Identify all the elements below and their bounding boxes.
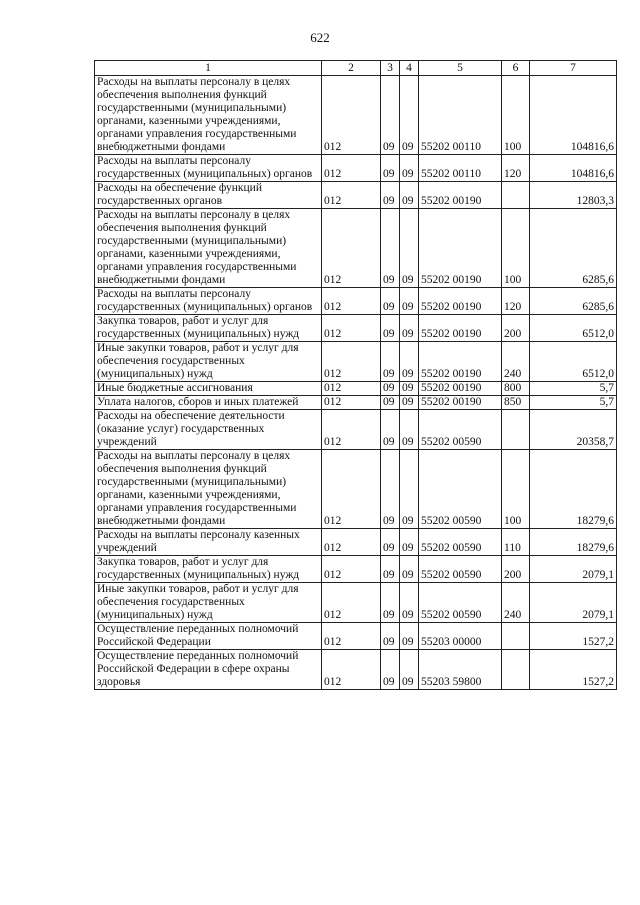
row-admin-code: 012 — [322, 410, 381, 450]
row-subsection: 09 — [400, 583, 419, 623]
row-section: 09 — [381, 182, 400, 209]
row-article: 55202 00110 — [419, 155, 502, 182]
page-number: 622 — [310, 30, 330, 45]
row-expense-type: 200 — [502, 315, 530, 342]
row-article: 55202 00590 — [419, 583, 502, 623]
row-name: Закупка товаров, работ и услуг для государственных (муниципальных) нужд — [95, 556, 322, 583]
row-section: 09 — [381, 529, 400, 556]
row-amount: 2079,1 — [530, 583, 617, 623]
row-subsection: 09 — [400, 410, 419, 450]
row-section: 09 — [381, 288, 400, 315]
row-name: Иные закупки товаров, работ и услуг для обеспечения государственных (муниципальных) нужд — [95, 583, 322, 623]
table-row — [95, 76, 617, 155]
row-name: Расходы на обеспечение деятельности (оказание услуг) государственных учреждений — [95, 410, 322, 450]
row-section: 09 — [381, 315, 400, 342]
row-section: 09 — [381, 382, 400, 396]
row-amount: 12803,3 — [530, 182, 617, 209]
row-amount: 6285,6 — [530, 288, 617, 315]
table-row — [95, 155, 617, 182]
row-amount: 6512,0 — [530, 315, 617, 342]
row-subsection: 09 — [400, 76, 419, 155]
header-col-1: 1 — [95, 61, 322, 76]
row-subsection: 09 — [400, 382, 419, 396]
row-admin-code: 012 — [322, 529, 381, 556]
row-admin-code: 012 — [322, 650, 381, 690]
row-amount: 20358,7 — [530, 410, 617, 450]
row-admin-code: 012 — [322, 583, 381, 623]
row-subsection: 09 — [400, 556, 419, 583]
header-col-7: 7 — [530, 61, 617, 76]
row-expense-type: 240 — [502, 342, 530, 382]
row-admin-code: 012 — [322, 556, 381, 583]
row-admin-code: 012 — [322, 315, 381, 342]
row-name: Расходы на выплаты персоналу в целях обеспечения выполнения функций государственными (муниципальными) органами, казенными учреждениями, органами управления государственными внебюджетными фондами — [95, 450, 322, 529]
row-subsection: 09 — [400, 450, 419, 529]
row-expense-type: 100 — [502, 209, 530, 288]
row-expense-type: 110 — [502, 529, 530, 556]
row-admin-code: 012 — [322, 623, 381, 650]
row-article: 55202 00590 — [419, 410, 502, 450]
row-expense-type — [502, 650, 530, 690]
row-amount: 1527,2 — [530, 623, 617, 650]
row-section: 09 — [381, 342, 400, 382]
row-subsection: 09 — [400, 209, 419, 288]
row-article: 55202 00590 — [419, 529, 502, 556]
row-name: Закупка товаров, работ и услуг для государственных (муниципальных) нужд — [95, 315, 322, 342]
row-name: Расходы на выплаты персоналу в целях обеспечения выполнения функций государственными (муниципальными) органами, казенными учреждениями, органами управления государственными внебюджетными фондами — [95, 76, 322, 155]
table-row — [95, 382, 617, 396]
table-row — [95, 396, 617, 410]
row-article: 55202 00590 — [419, 450, 502, 529]
header-row — [95, 61, 617, 76]
row-subsection: 09 — [400, 288, 419, 315]
row-name: Расходы на обеспечение функций государственных органов — [95, 182, 322, 209]
row-subsection: 09 — [400, 623, 419, 650]
row-name: Осуществление переданных полномочий Российской Федерации в сфере охраны здоровья — [95, 650, 322, 690]
row-section: 09 — [381, 155, 400, 182]
row-expense-type: 120 — [502, 288, 530, 315]
row-article: 55202 00110 — [419, 76, 502, 155]
row-section: 09 — [381, 556, 400, 583]
table-body — [95, 76, 617, 690]
row-article: 55202 00190 — [419, 342, 502, 382]
header-col-6: 6 — [502, 61, 530, 76]
row-expense-type: 100 — [502, 450, 530, 529]
table-row — [95, 315, 617, 342]
table-header — [95, 61, 617, 76]
table-row — [95, 529, 617, 556]
table-row — [95, 556, 617, 583]
row-article: 55202 00190 — [419, 382, 502, 396]
row-article: 55203 59800 — [419, 650, 502, 690]
row-expense-type: 200 — [502, 556, 530, 583]
row-name: Расходы на выплаты персоналу в целях обеспечения выполнения функций государственными (муниципальными) органами, казенными учреждениями, органами управления государственными внебюджетными фондами — [95, 209, 322, 288]
row-admin-code: 012 — [322, 288, 381, 315]
row-admin-code: 012 — [322, 209, 381, 288]
row-article: 55202 00190 — [419, 315, 502, 342]
row-expense-type: 120 — [502, 155, 530, 182]
row-amount: 18279,6 — [530, 529, 617, 556]
row-expense-type: 240 — [502, 583, 530, 623]
row-subsection: 09 — [400, 650, 419, 690]
row-admin-code: 012 — [322, 450, 381, 529]
header-col-5: 5 — [419, 61, 502, 76]
header-col-4: 4 — [400, 61, 419, 76]
row-amount: 18279,6 — [530, 450, 617, 529]
table-row — [95, 410, 617, 450]
row-expense-type — [502, 623, 530, 650]
row-admin-code: 012 — [322, 182, 381, 209]
row-section: 09 — [381, 450, 400, 529]
row-name: Иные бюджетные ассигнования — [95, 382, 322, 396]
row-amount: 6512,0 — [530, 342, 617, 382]
row-section: 09 — [381, 76, 400, 155]
row-admin-code: 012 — [322, 76, 381, 155]
row-section: 09 — [381, 583, 400, 623]
table-row — [95, 342, 617, 382]
row-admin-code: 012 — [322, 382, 381, 396]
table-row — [95, 650, 617, 690]
table-row — [95, 182, 617, 209]
row-amount: 6285,6 — [530, 209, 617, 288]
row-name: Расходы на выплаты персоналу государственных (муниципальных) органов — [95, 155, 322, 182]
row-amount: 5,7 — [530, 382, 617, 396]
row-subsection: 09 — [400, 155, 419, 182]
row-section: 09 — [381, 410, 400, 450]
row-subsection: 09 — [400, 396, 419, 410]
row-subsection: 09 — [400, 182, 419, 209]
row-name: Расходы на выплаты персоналу государственных (муниципальных) органов — [95, 288, 322, 315]
row-name: Расходы на выплаты персоналу казенных учреждений — [95, 529, 322, 556]
row-amount: 5,7 — [530, 396, 617, 410]
table-row — [95, 288, 617, 315]
row-expense-type: 100 — [502, 76, 530, 155]
row-expense-type: 850 — [502, 396, 530, 410]
row-admin-code: 012 — [322, 396, 381, 410]
row-amount: 104816,6 — [530, 155, 617, 182]
row-name: Иные закупки товаров, работ и услуг для обеспечения государственных (муниципальных) нужд — [95, 342, 322, 382]
row-expense-type: 800 — [502, 382, 530, 396]
row-expense-type — [502, 410, 530, 450]
row-article: 55202 00590 — [419, 556, 502, 583]
row-amount: 104816,6 — [530, 76, 617, 155]
row-section: 09 — [381, 650, 400, 690]
row-name: Уплата налогов, сборов и иных платежей — [95, 396, 322, 410]
table-row — [95, 209, 617, 288]
table-row — [95, 583, 617, 623]
row-section: 09 — [381, 396, 400, 410]
row-expense-type — [502, 182, 530, 209]
row-article: 55202 00190 — [419, 209, 502, 288]
table-row — [95, 450, 617, 529]
header-col-3: 3 — [381, 61, 400, 76]
row-subsection: 09 — [400, 315, 419, 342]
budget-table — [94, 60, 617, 690]
row-amount: 1527,2 — [530, 650, 617, 690]
row-article: 55202 00190 — [419, 288, 502, 315]
row-subsection: 09 — [400, 342, 419, 382]
row-admin-code: 012 — [322, 342, 381, 382]
header-col-2: 2 — [322, 61, 381, 76]
row-amount: 2079,1 — [530, 556, 617, 583]
row-section: 09 — [381, 209, 400, 288]
row-article: 55202 00190 — [419, 182, 502, 209]
row-admin-code: 012 — [322, 155, 381, 182]
row-article: 55202 00190 — [419, 396, 502, 410]
row-subsection: 09 — [400, 529, 419, 556]
row-section: 09 — [381, 623, 400, 650]
table-row — [95, 623, 617, 650]
row-name: Осуществление переданных полномочий Российской Федерации — [95, 623, 322, 650]
row-article: 55203 00000 — [419, 623, 502, 650]
